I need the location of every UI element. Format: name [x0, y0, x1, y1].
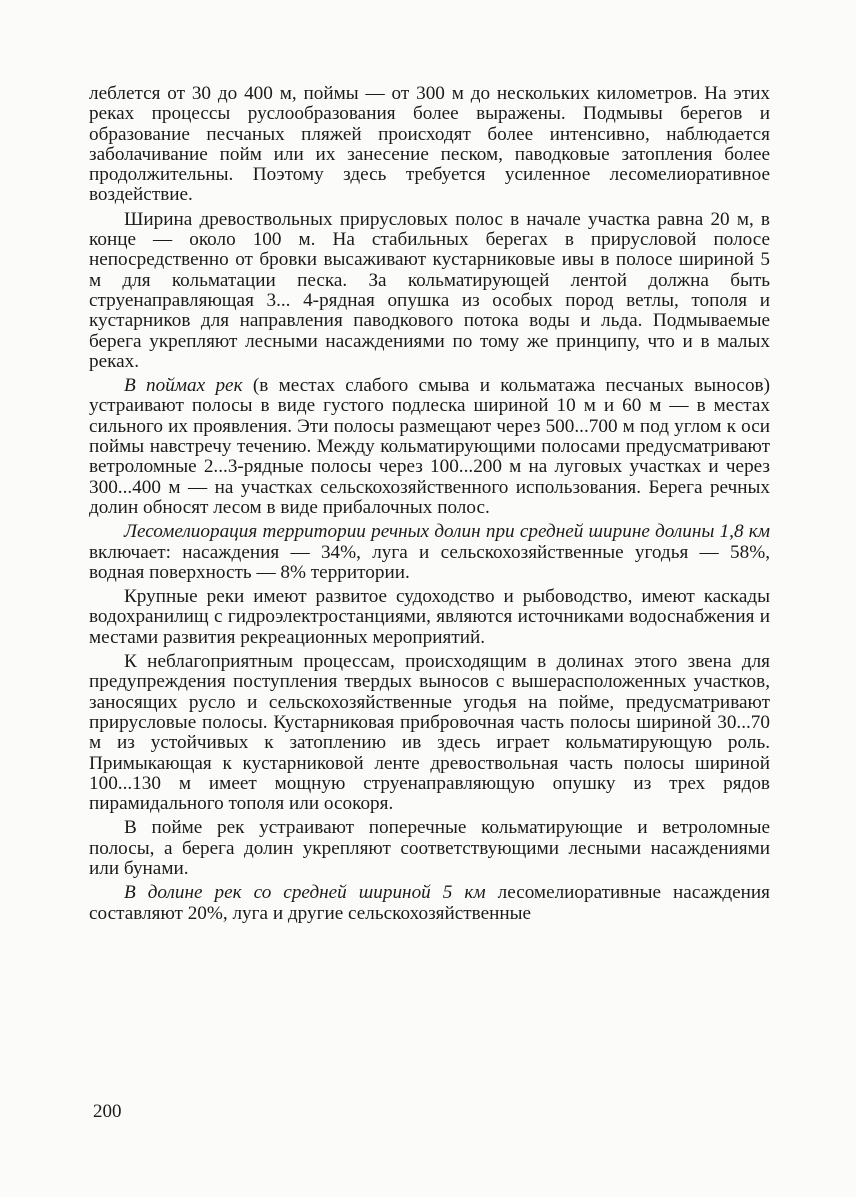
paragraph: леблется от 30 до 400 м, поймы — от 300 м до нескольких километров. На этих реках процессы руслообразования более выражены. Подмывы берегов и образование песчаных пляжей происходят более интенсивно, наблюдается заболачивание пойм или их занесение песком, паводковые затопления более продолжительны. Поэтому здесь требуется усиленное лесомелиоративное воздействие.	[89, 83, 770, 206]
page-number: 200	[93, 1101, 122, 1122]
italic-lead: Лесомелиорация территории речных долин при средней ширине долины 1,8 км	[124, 521, 770, 543]
italic-lead: В долине рек со средней шириной 5 км	[124, 882, 486, 904]
paragraph	[89, 883, 770, 924]
paragraph	[89, 522, 770, 583]
body-text	[89, 84, 770, 924]
paragraph: К неблагоприятным процессам, происходящим в долинах этого звена для предупреждения поступления твердых выносов с вышерасположенных участков, заносящих русло и сельскохозяйственные угодья на пойме, предусматривают прирусловые полосы. Кустарниковая прибровочная часть полосы шириной 30...70 м из устойчивых к затоплению ив здесь играет кольматирующую роль. Примыкающая к кустарниковой ленте древоствольная часть полосы шириной 100...130 м имеет мощную струенаправляющую опушку из трех рядов пирамидального тополя или осокоря.	[89, 651, 770, 815]
paragraph	[89, 376, 770, 518]
italic-lead: В поймах рек	[124, 375, 243, 397]
paragraph-text: включает: насаждения — 34%, луга и сельскохозяйственные угодья — 58%, водная поверхность — 8% территории.	[89, 541, 770, 583]
paragraph-text: лесомелиоративные насаждения составляют 20%, луга и другие сельскохозяйственные	[89, 882, 770, 924]
paragraph: Крупные реки имеют развитое судоходство и рыбоводство, имеют каскады водохранилищ с гидроэлектростанциями, являются источниками водоснабжения и местами развития рекреационных мероприятий.	[89, 586, 770, 648]
paragraph-text: (в местах слабого смыва и кольматажа песчаных выносов) устраивают полосы в виде густого подлеска шириной 10 м и 60 м — в местах сильного их проявления. Эти полосы размещают через 500...700 м под углом к оси поймы навстречу течению. Между кольматирующими полосами предусматривают ветроломные 2...3-рядные полосы через 100...200 м на луговых участках и через 300...400 м — на участках сельскохозяйственного использования. Берега речных долин обносят лесом в виде прибалочных полос.	[89, 375, 770, 518]
paragraph: Ширина древоствольных прирусловых полос в начале участка равна 20 м, в конце — около 100 м. На стабильных берегах в прирусловой полосе непосредственно от бровки высаживают кустарниковые ивы в полосе шириной 5 м для кольматации песка. За кольматирующей лентой должна быть струенаправляющая 3... 4-рядная опушка из особых пород ветлы, тополя и кустарников для направления паводкового потока воды и льда. Подмываемые берега укрепляют лесными насаждениями по тому же принципу, что и в малых реках.	[89, 208, 770, 372]
paragraph: В пойме рек устраивают поперечные кольматирующие и ветроломные полосы, а берега долин укрепляют соответствующими лесными насаждениями или бунами.	[89, 817, 770, 879]
